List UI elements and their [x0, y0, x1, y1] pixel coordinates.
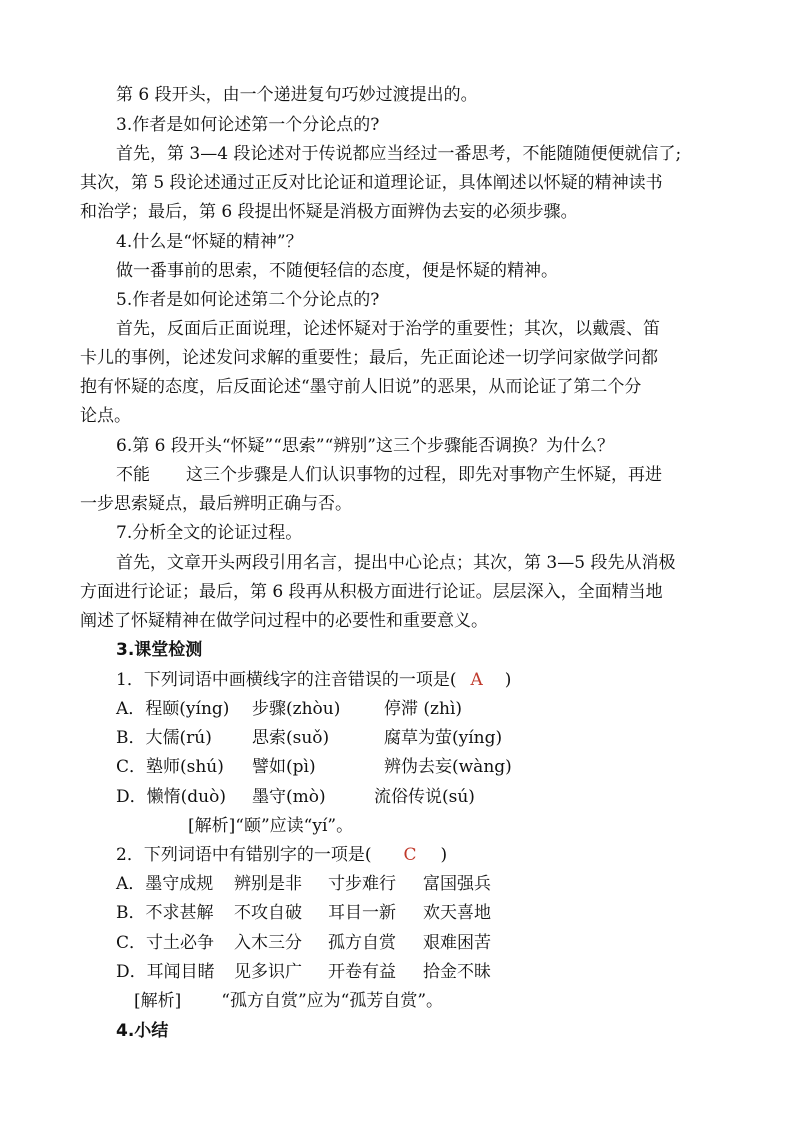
section-heading-4: 4.小结 [116, 1021, 169, 1041]
paragraph-line: 首先，第 3—4 段论述对于传说都应当经过一番思考，不能随随便便就信了; [116, 144, 682, 164]
option-item: 停滞 (zhì) [384, 699, 463, 719]
analysis-text: “孤方自赏”应为“孤芳自赏”。 [221, 991, 444, 1011]
paragraph-line: 和治学；最后，第 6 段提出怀疑是消极方面辨伪去妄的必须步骤。 [80, 202, 578, 222]
question-6: 6.第 6 段开头“怀疑”“思索”“辨别”这三个步骤能否调换？为什么？ [116, 436, 614, 456]
option-item: 见多识广 [234, 962, 302, 982]
analysis-label: [解析] [134, 991, 182, 1011]
option-item: B．不求甚解 [116, 903, 214, 923]
option-item: 拾金不昧 [423, 962, 491, 982]
option-item: 开卷有益 [328, 962, 396, 982]
option-item: A．程颐(yíng) [116, 699, 230, 719]
paragraph-line: 首先，反面后正面说理，论述怀疑对于治学的重要性；其次，以戴震、笛 [116, 319, 660, 339]
mcq-2-answer: C [403, 845, 417, 865]
option-item: 艰难困苦 [423, 933, 491, 953]
paragraph-line: 卡儿的事例，论述发问求解的重要性；最后，先正面论述一切学问家做学问都 [80, 348, 658, 368]
option-item: 孤方自赏 [328, 933, 396, 953]
option-item: 欢天喜地 [423, 903, 491, 923]
option-item: 富国强兵 [423, 874, 491, 894]
mcq-1-stem-text: 1．下列词语中画横线字的注音错误的一项是( [116, 670, 457, 690]
option-item: 耳目一新 [328, 903, 396, 923]
paragraph-line: 方面进行论证；最后，第 6 段再从积极方面进行论证。层层深入，全面精当地 [80, 582, 663, 602]
paragraph-line: 做一番事前的思索，不随便轻信的态度，便是怀疑的精神。 [116, 261, 558, 281]
option-item: 不攻自破 [234, 903, 302, 923]
option-item: 辨伪去妄(wàng) [384, 757, 512, 777]
mcq-2-stem-text: 2．下列词语中有错别字的一项是( [116, 845, 372, 865]
option-item: C．寸土必争 [116, 933, 215, 953]
option-item: 辨别是非 [234, 874, 302, 894]
option-item: B．大儒(rú) [116, 728, 212, 748]
option-item: A．墨守成规 [116, 874, 214, 894]
option-item: 步骤(zhòu) [252, 699, 341, 719]
option-item: D．耳闻目睹 [116, 962, 215, 982]
option-item: 譬如(pì) [252, 757, 316, 777]
answer-reason: 这三个步骤是人们认识事物的过程，即先对事物产生怀疑，再进 [186, 465, 662, 485]
option-item: C．塾师(shú) [116, 757, 224, 777]
answer-no: 不能 [116, 465, 150, 485]
option-item: 思索(suǒ) [252, 728, 330, 748]
paragraph-line: 一步思索疑点，最后辨明正确与否。 [80, 494, 352, 514]
paragraph-line: 首先，文章开头两段引用名言，提出中心论点；其次，第 3—5 段先从消极 [116, 553, 676, 573]
paragraph-line [116, 464, 662, 486]
mcq-1-analysis: [解析]“颐”应读“yí”。 [188, 816, 354, 836]
question-3: 3.作者是如何论述第一个分论点的? [116, 115, 380, 135]
mcq-2-stem [116, 844, 447, 866]
mcq-2-close: ) [440, 845, 448, 865]
option-item: 墨守(mò) [252, 787, 326, 807]
mcq-2-analysis [134, 990, 443, 1012]
question-5: 5.作者是如何论述第二个分论点的? [116, 290, 380, 310]
question-7: 7.分析全文的论证过程。 [116, 523, 303, 543]
mcq-1-answer: A [470, 670, 483, 690]
option-item: D．懒惰(duò) [116, 787, 226, 807]
option-item: 流俗传说(sú) [374, 787, 475, 807]
option-item: 寸步难行 [328, 874, 396, 894]
option-item: 入木三分 [234, 933, 302, 953]
option-item: 腐草为萤(yíng) [384, 728, 503, 748]
paragraph-line: 抱有怀疑的态度，后反面论述“墨守前人旧说”的恶果，从而论证了第二个分 [80, 377, 642, 397]
paragraph-line: 论点。 [80, 406, 131, 426]
paragraph-line: 阐述了怀疑精神在做学问过程中的必要性和重要意义。 [80, 611, 488, 631]
mcq-1-stem [116, 669, 511, 691]
question-4: 4.什么是“怀疑的精神”？ [116, 232, 303, 252]
paragraph-line: 其次，第 5 段论述通过正反对比论证和道理论证，具体阐述以怀疑的精神读书 [80, 173, 663, 193]
paragraph-line: 第 6 段开头，由一个递进复句巧妙过渡提出的。 [116, 85, 478, 105]
section-heading-3: 3.课堂检测 [116, 640, 203, 660]
mcq-1-close: ) [504, 670, 512, 690]
